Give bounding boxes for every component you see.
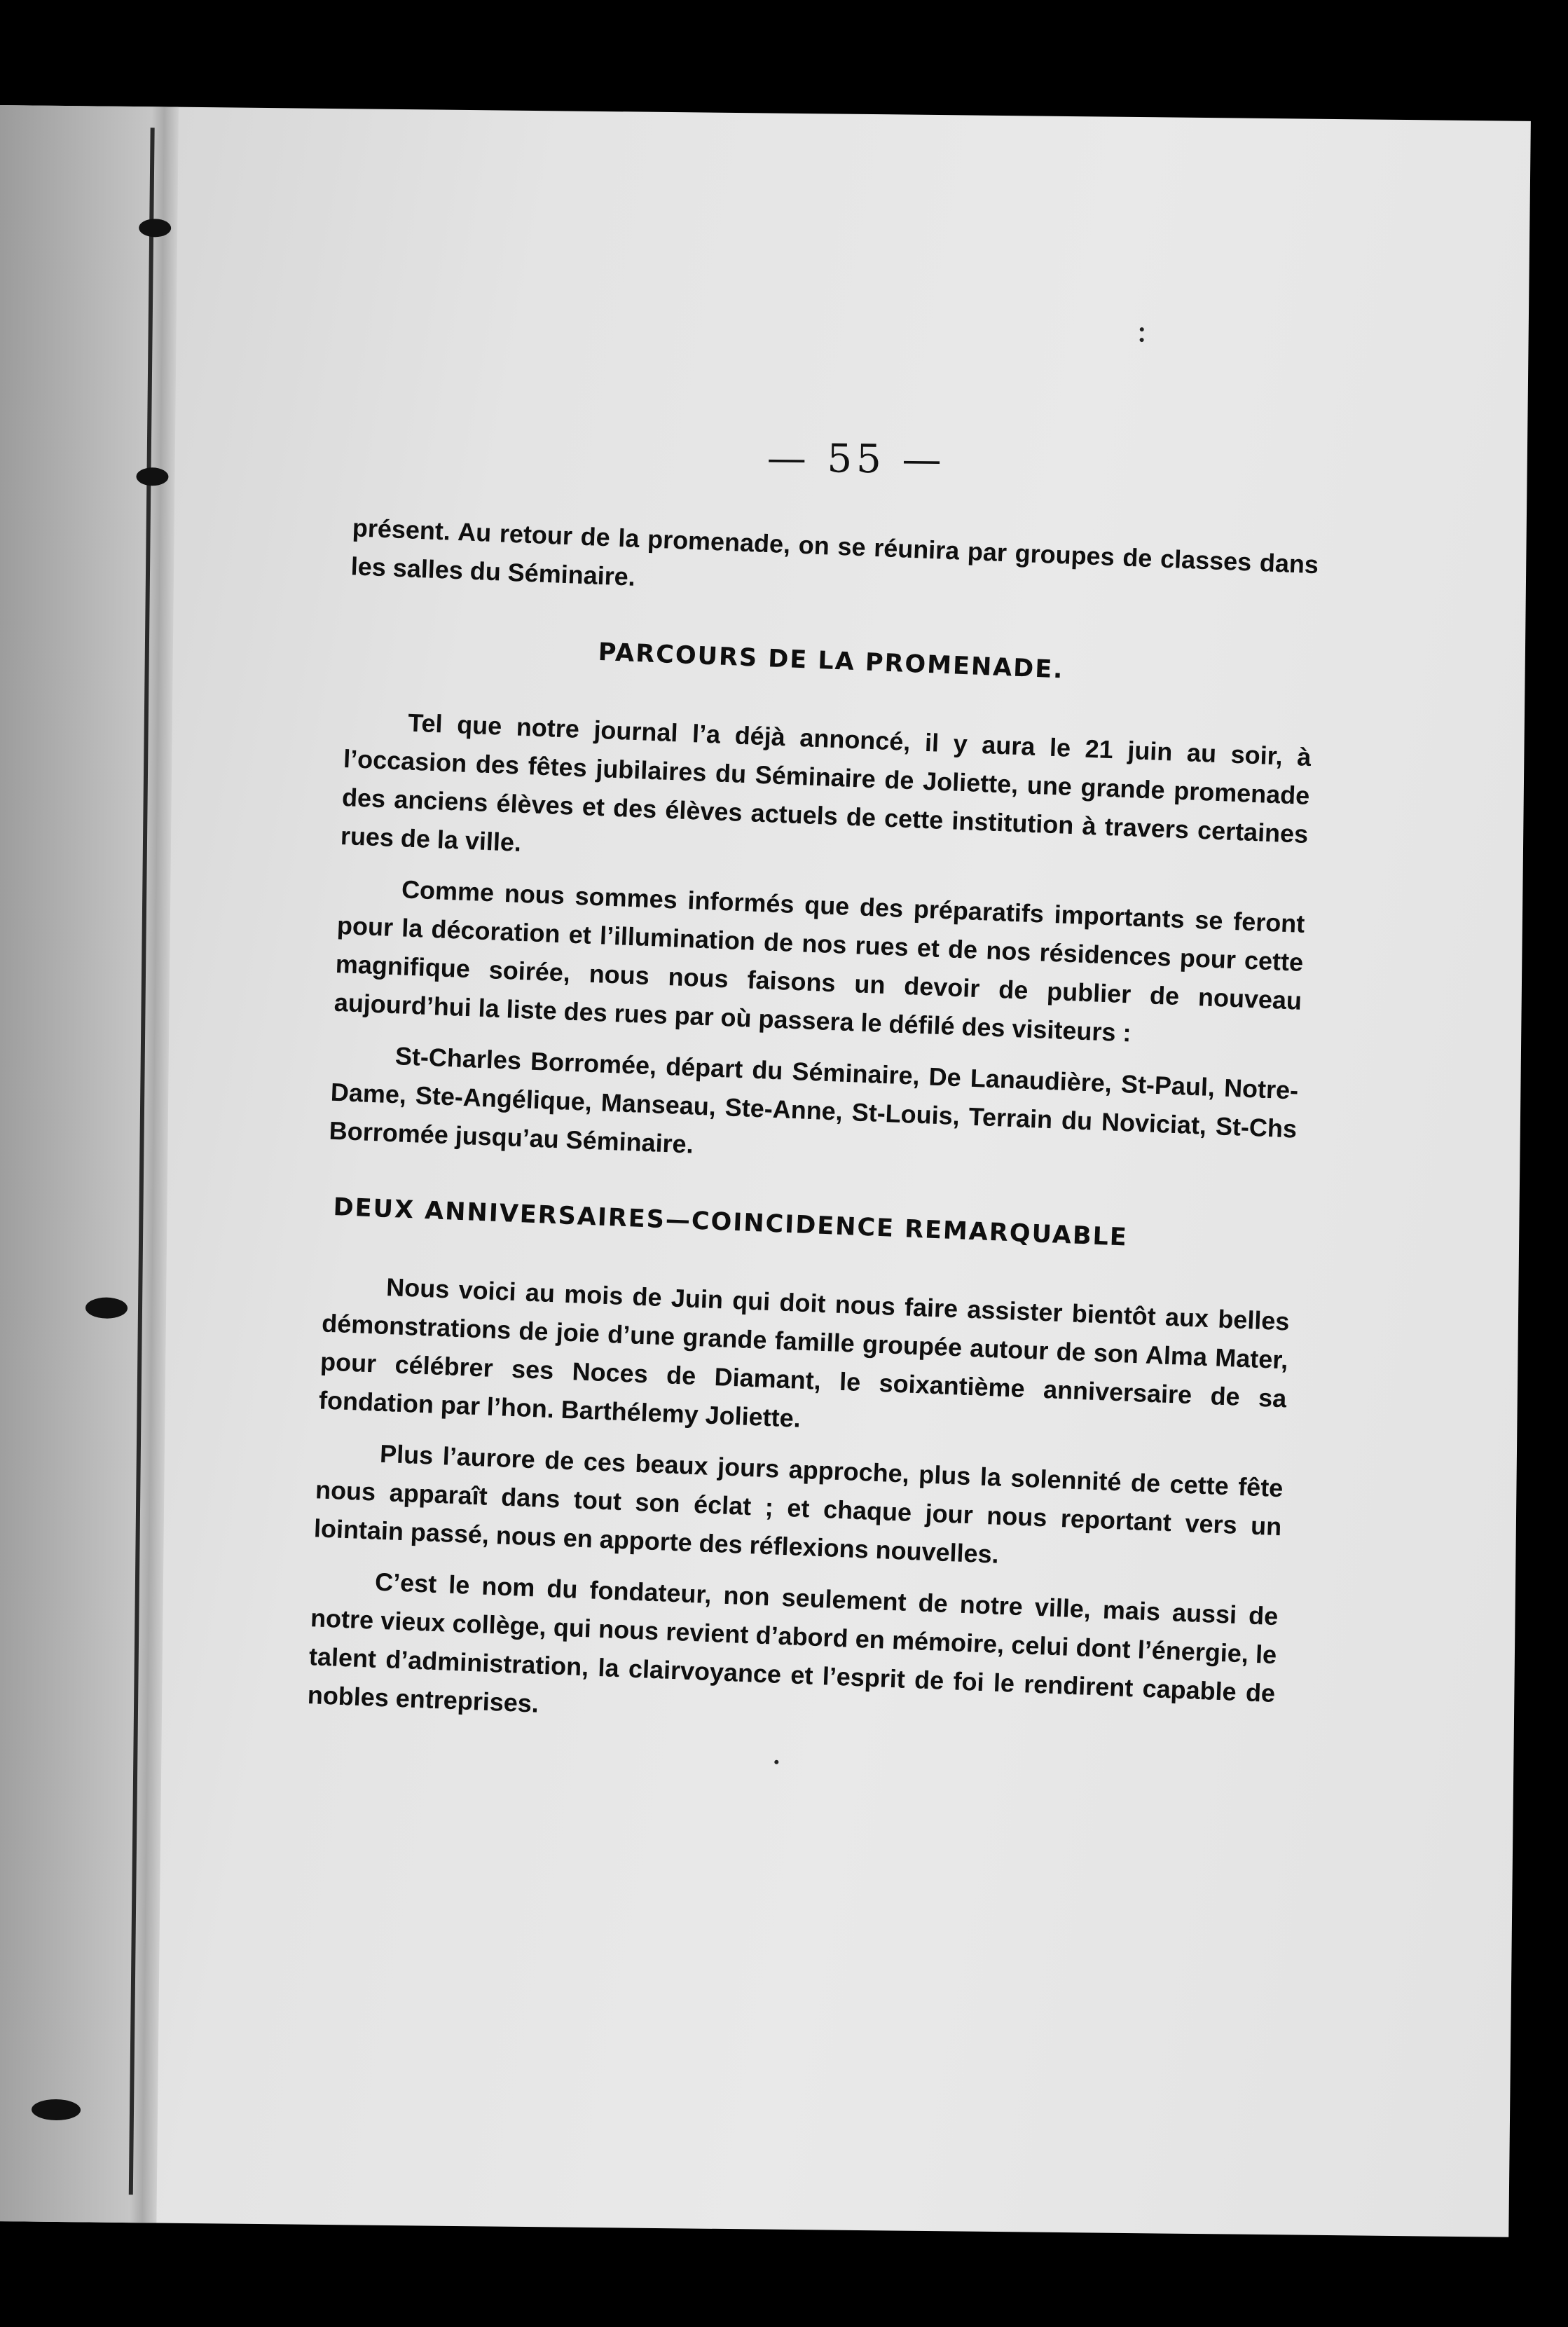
section-heading: PARCOURS DE LA PROMENADE.: [598, 638, 1065, 685]
binding-stitch: [32, 2099, 81, 2121]
paragraph: Nous voici au mois de Juin qui doit nous faire assister bientôt aux belles démonstrations de joie d’une grande famille groupée autour de son Alma Mater, pour célébrer ses Noces de Diamant, le soixantième anniversaire de sa fondation par l’hon. Barthélemy Joliette.: [318, 1272, 1291, 1433]
section-heading: DEUX ANNIVERSAIRES—COINCIDENCE REMARQUABLE: [332, 1193, 1129, 1252]
page-text: [306, 508, 1319, 1764]
page-number: — 55 —: [766, 435, 946, 483]
scan-speck: [1140, 338, 1144, 342]
paragraph: Plus l’aurore de ces beaux jours approche, plus la solennité de cette fête nous apparaît dans tout son éclat ; et chaque jour nous reportant vers un lointain passé, nous en apporte des réflexions nouvelles.: [313, 1439, 1284, 1569]
binding-stitch: [139, 219, 171, 237]
scan-speck: [1140, 327, 1144, 331]
paragraph: Tel que notre journal l’a déjà annoncé, il y aura le 21 juin au soir, à l’occasion des fêtes jubilaires du Séminaire de Joliette, une grande promenade des anciens élèves et des élèves actuels de cette institution à travers certaines rues de la ville.: [340, 708, 1312, 857]
binding-stitch: [85, 1297, 128, 1319]
paragraph: C’est le nom du fondateur, non seulement de notre ville, mais aussi de notre vieux collège, qui nous revient d’abord en mémoire, celui dont l’énergie, le talent d’administration, la clairvoyance et l’esprit de foi le rendirent capable de nobles entreprises.: [307, 1567, 1279, 1718]
book-binding: [0, 105, 179, 2223]
binding-stitch: [136, 467, 168, 486]
paragraph: St-Charles Borromée, départ du Séminaire, De Lanaudière, St-Paul, Notre-Dame, Ste-Angélique, Manseau, Ste-Anne, St-Louis, Terrain du Noviciat, St-Chs Borromée jusqu’au Séminaire.: [329, 1041, 1299, 1159]
paragraph: présent. Au retour de la promenade, on se réunira par groupes de classes dans les salles du Séminaire.: [350, 513, 1319, 591]
paragraph: Comme nous sommes informés que des préparatifs importants se feront pour la décoration et l’illumination de nos rues et de nos résidences pour cette magnifique soirée, nous nous faisons un devoir de publier de nouveau aujourd’hui la liste des rues par où passera le défilé des visiteurs :: [333, 874, 1306, 1048]
scan-speck: [774, 1760, 778, 1764]
scanned-page: [0, 105, 1531, 2237]
